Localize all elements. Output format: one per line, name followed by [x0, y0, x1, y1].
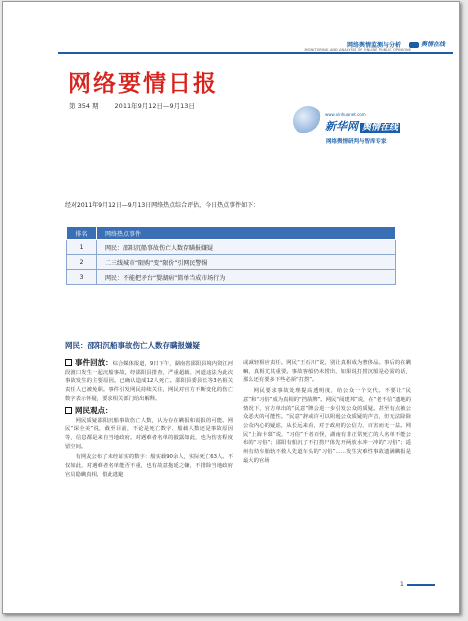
brand-name-text: 新华网: [325, 120, 358, 133]
page-number-text: 1: [400, 581, 404, 588]
globe-icon: [293, 106, 323, 136]
rank-cell: 2: [67, 255, 97, 270]
rank-cell: 3: [67, 270, 97, 285]
article-column-left: [65, 359, 233, 481]
report-page: [2, 1, 460, 614]
event-cell: 网民：邵阳沉船事故伤亡人数存瞒报嫌疑: [97, 240, 396, 255]
header-tagline-en: MONITORING AND ANALYSIS OF ONLINE PUBLIC OPINIONS: [304, 48, 411, 52]
netizen-views-title: 网民观点：: [75, 405, 113, 415]
hot-events-table: [66, 226, 396, 285]
intro-text: 经对2011年9月12日—9月13日网络热点综合评估，今日热点事件如下：: [65, 202, 260, 209]
paragraph: 有网友公布了未经证实的数字：船实载90余人，实际死亡63人。不仅如此，对遇难者名单能否不重，也有故意拖延之嫌，不排除当地政府官员隐瞒真相，借此逃避: [65, 454, 233, 478]
article-column-right: [243, 359, 411, 467]
article-title: 网民：邵阳沉船事故伤亡人数存瞒报嫌疑: [65, 341, 200, 350]
event-header: 网络热点事件: [97, 227, 396, 240]
checkbox-square-icon: [65, 359, 72, 366]
page-number-bar: [407, 584, 435, 586]
issue-date: 2011年9月12日—9月13日: [114, 102, 195, 110]
brand-block: [293, 100, 453, 152]
header-logo: [409, 39, 445, 48]
table-header-row: [67, 227, 396, 240]
report-title: 网络要情日报: [68, 70, 218, 97]
brand-online: 舆情在线: [362, 123, 399, 133]
page-number: [400, 581, 435, 588]
issue-number: 第 354 期: [69, 102, 99, 110]
event-recap: [65, 359, 233, 404]
header-tagline: 网络舆情监测与分析: [346, 42, 401, 49]
paragraph: 网民质疑邵阳沉船事故伤亡人数，认为存在瞒报和谎报的可能。网民“深全美”说，截至目前，不论是死亡数字、船载人数还是事故原因等，信息都是来自当地政府。对遇难者名单的披露如此，也为伤害程度留空间。: [65, 417, 233, 450]
paragraph: 或减轻相应责任。网民“王石川”说，别让真相成为奢侈品。事后的在瞒嘛，真相尤其重要。事故客船仍未捞出，如果说打捞沉船是必需的话，那么还有要多下些必须“打捞”。: [243, 360, 411, 384]
brand-subtitle: 网络舆情研判与智库专家: [326, 139, 387, 145]
rank-cell: 1: [67, 240, 97, 255]
brand-url: www.xinhuanet.com: [325, 112, 366, 117]
event-cell: 网民：不能把矛台“婴湖病”简单当成市场行为: [97, 270, 396, 285]
paragraph: 网民要求事故处理提高透明度，给公众一个交代。不要让“民意”和“习俗”成为真相的“挡箭牌”。网民“阅建邦”说，在“老不信”遗地的情况下，官方单出的“民意”牌会进一步引发公众的质疑。甚至有点被公众恶火的可能性。“民意”辞或许可以阻遏公众质疑的声音，但无法除除公众内心的疑虑，从长远来看，对于政府的公信力，百害而无一益。网民“上海卡慕”说，“习俗”千者百怪，湖南有非正常死亡的人名单不能公布的“习俗”；邵阳有船沉了不打捞尸体先开两放水冲一冲的“习俗”；遥州有幼车胎轨不救人先道车头的“习俗”……发生灾难性事故遗满瞒报是最大的官场: [243, 388, 411, 464]
header-logo-text: 舆情在线: [420, 41, 445, 48]
event-recap-heading: 事件回放：: [75, 358, 113, 367]
checkbox-square-icon: [65, 407, 72, 414]
brand-name: [325, 118, 400, 134]
event-cell: 二三线城市“限购”变“限价”引网民警惕: [97, 255, 396, 270]
table-row: [67, 240, 396, 255]
rank-header: 排名: [67, 227, 97, 240]
table-row: [67, 255, 396, 270]
header-rule: [58, 52, 453, 54]
event-recap-text: 综合媒体报道，9日下午，湖南省邵阳县境内资江河段渡口发生一起沉船事故。经邵阳县排查，严重超载、河道违法为此次事故发生的主要原因。已确认造成12人死亡。邵阳县委县长等3名相关责任人已被免职。事件引发网民持续关注，网民对官方不断变化的伤亡数字表示怀疑，要求相关部门给出解释。: [65, 361, 234, 402]
table-row: [67, 270, 396, 285]
netizen-views-heading: [65, 406, 233, 416]
issue-line: [69, 101, 195, 110]
logo-mark-icon: [409, 42, 419, 48]
